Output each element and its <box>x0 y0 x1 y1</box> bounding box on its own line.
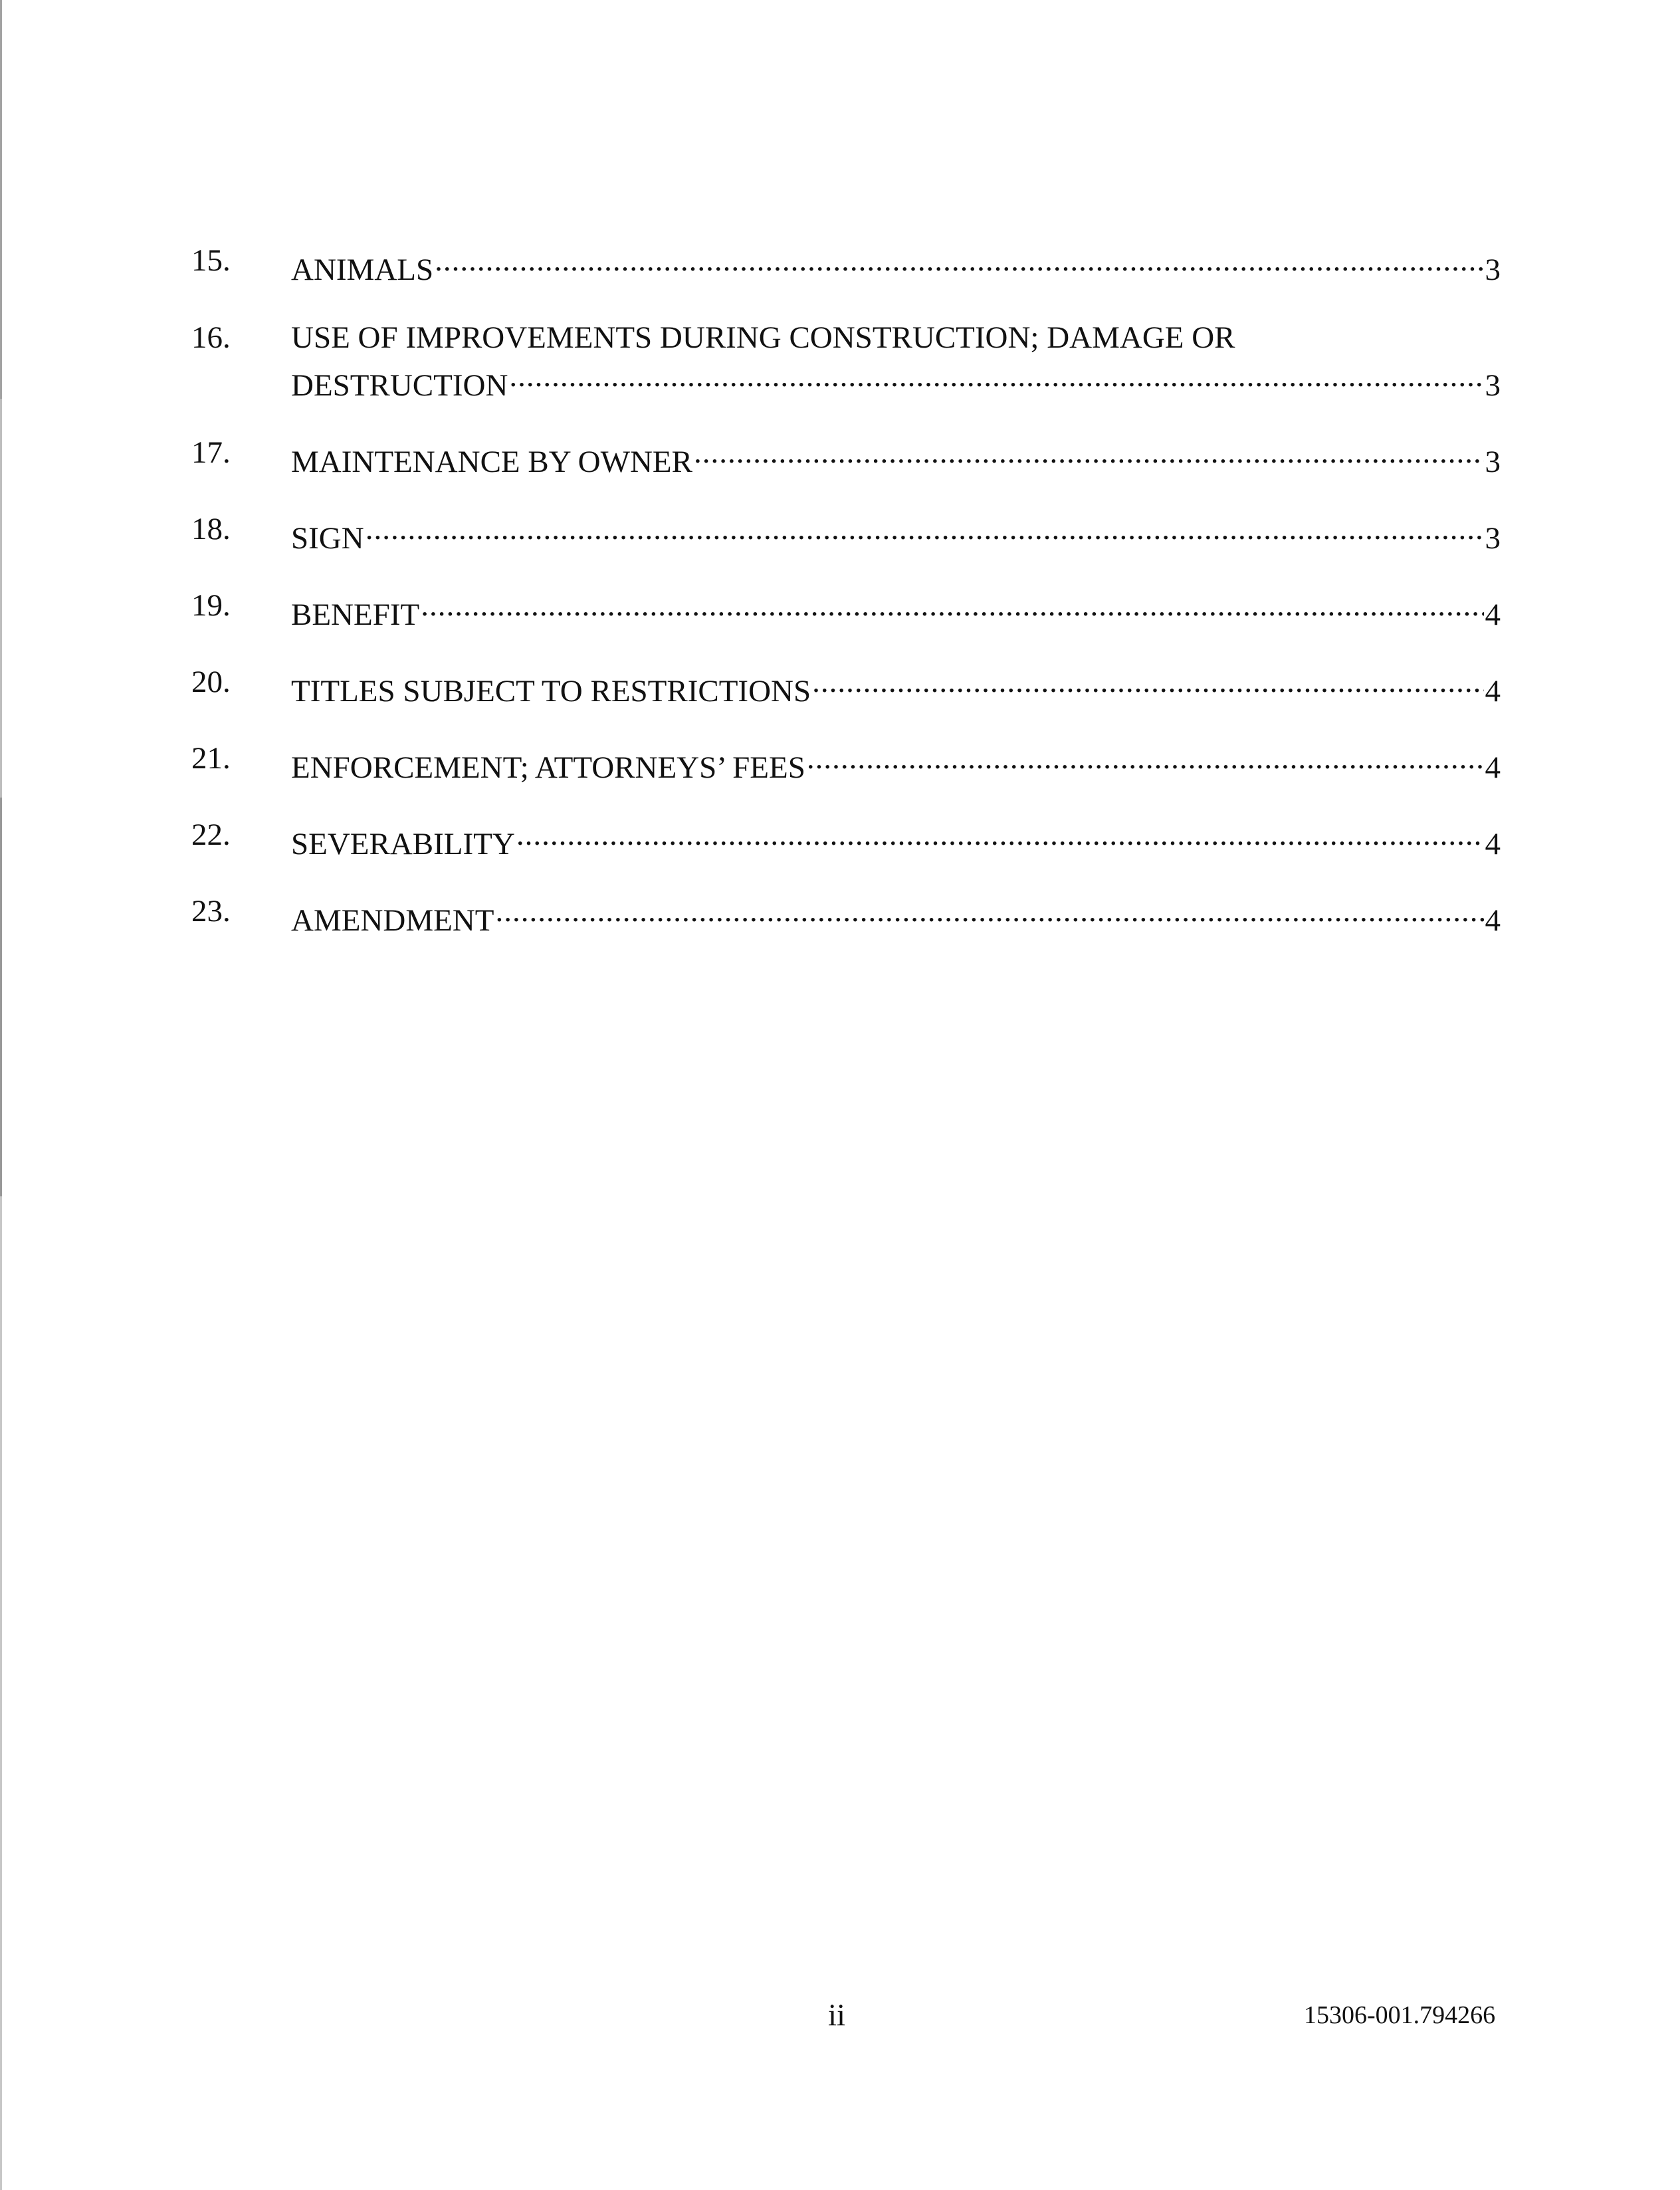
toc-entry-number: 15. <box>191 243 231 278</box>
footer-document-id: 15306-001.794266 <box>1304 2001 1496 2029</box>
toc-entry-number: 18. <box>191 512 231 546</box>
toc-entry-number: 22. <box>191 818 231 852</box>
dot-leader <box>694 433 1484 472</box>
toc-entry-title: AMENDMENT <box>291 903 494 938</box>
toc-entry-page: 3 <box>1485 445 1501 479</box>
toc-entry-number: 23. <box>191 894 231 929</box>
dot-leader <box>812 663 1483 701</box>
toc-entry-number: 21. <box>191 741 231 776</box>
toc-entry-number: 19. <box>191 588 231 623</box>
dot-leader <box>509 357 1483 395</box>
toc-entry-title: BENEFIT <box>291 598 420 632</box>
dot-leader <box>516 816 1484 854</box>
dot-leader <box>495 892 1483 931</box>
toc-entry-page: 3 <box>1485 253 1501 287</box>
scan-edge <box>0 0 2 2190</box>
dot-leader <box>366 510 1484 548</box>
toc-entry-title: MAINTENANCE BY OWNER <box>291 445 692 479</box>
toc-entry-page: 4 <box>1485 674 1501 709</box>
toc-entry-page: 4 <box>1485 827 1501 861</box>
toc-entry-title-line1: USE OF IMPROVEMENTS DURING CONSTRUCTION; DAMAGE OR <box>291 320 1235 355</box>
toc-entry-page: 4 <box>1485 598 1501 632</box>
toc-entry-title: SEVERABILITY <box>291 827 515 861</box>
toc-entry-page: 3 <box>1485 521 1501 556</box>
toc-entry-title: DESTRUCTION <box>291 368 508 403</box>
dot-leader <box>421 586 1483 625</box>
dot-leader <box>807 739 1484 778</box>
toc-entry-title: ANIMALS <box>291 253 434 287</box>
toc-entry-page: 4 <box>1485 750 1501 785</box>
toc-entry-title: SIGN <box>291 521 364 556</box>
footer-page-number: ii <box>828 1998 846 2032</box>
toc-entry-number: 17. <box>191 435 231 470</box>
toc-entry-number: 16. <box>191 320 231 355</box>
dot-leader <box>435 241 1483 280</box>
toc-entry-title: TITLES SUBJECT TO RESTRICTIONS <box>291 674 811 709</box>
toc-entry-page: 4 <box>1485 903 1501 938</box>
toc-entry-number: 20. <box>191 665 231 699</box>
toc-entry-page: 3 <box>1485 368 1501 403</box>
toc-entry-title: ENFORCEMENT; ATTORNEYS’ FEES <box>291 750 805 785</box>
